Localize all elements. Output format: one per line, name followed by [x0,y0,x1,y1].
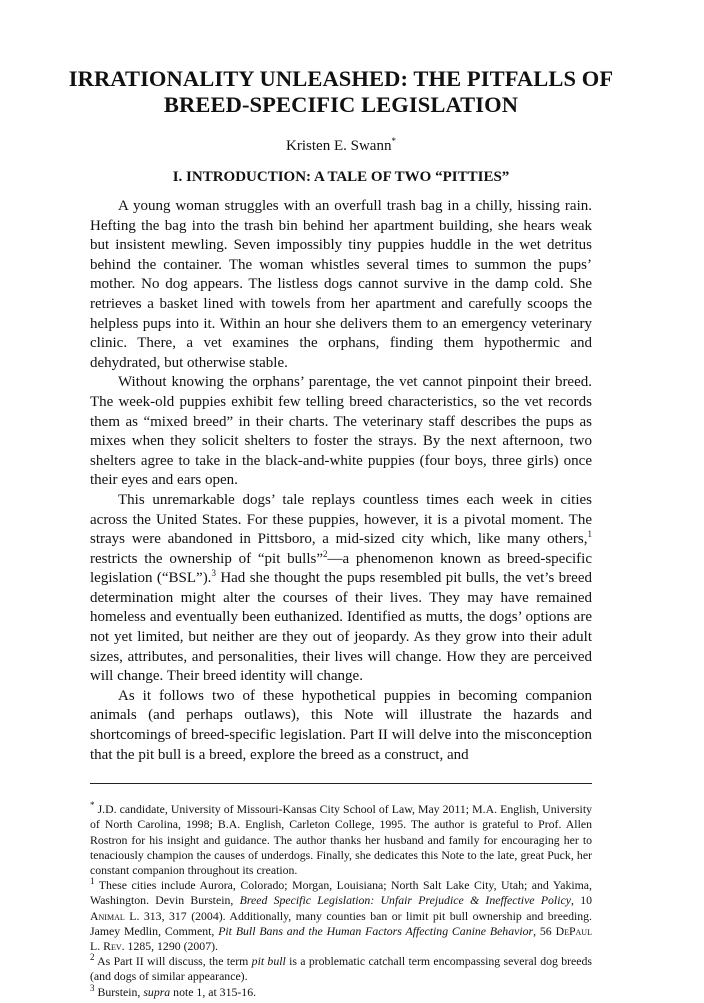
footnote-1: $^1$ These cities include Aurora, Colorado; Morgan, Louisiana; North Salt Lake City, Utah; and Yakima, Washington. Devin Burstein, Breed Specific Legislation: Unfair Prejudice & Ineffective Policy, 10 Animal L. 313, 317 (2004). Additionally, many counties ban or limit pit bull ownership and breeding. Jamey Medlin, Comment, Pit Bull Bans and the Human Factors Affecting Canine Behavior, 56 DePaul L. Rev. 1285, 1290 (2007). [90,876,592,954]
author-footnote-mark: * [391,136,396,146]
title-line-1: IRRATIONALITY UNLEASHED: THE PITFALLS OF [68,66,614,91]
article-title [50,66,632,118]
footnote-3: $^3$ Burstein, supra note 1, at 315-16. [90,982,257,999]
footnote-divider [90,783,592,784]
footnote-2: $^2$ As Part II will discuss, the term pit bull is a problematic catchall term encompassing several dog breeds (and dogs of similar appearance). [90,952,592,984]
document-page [68,66,614,1000]
title-line-2: BREED-SPECIFIC LEGISLATION [163,92,519,117]
footnote-ref-3: 3 [211,568,216,579]
footnote-ref-1: 1 [587,529,592,540]
footnotes [90,802,592,1000]
body-text [90,197,592,765]
author-line [90,138,592,155]
author-name: Kristen E. Swann [286,138,392,154]
footnote-author: * J.D. candidate, University of Missouri-Kansas City School of Law, May 2011; M.A. English, University of North Carolina, 1998; B.A. English, Carleton College, 1995. The author is grateful to Prof. Allen Rostron for his insight and guidance. The author thanks her husband and family for encouraging her to tenaciously champion the causes of underdogs. Finally, she dedicates this Note to the late, great Puck, her constant companion throughout its creation. [90,800,592,878]
paragraph-1: A young woman struggles with an overfull trash bag in a chilly, hissing rain. Hefting the bag into the trash bin behind her apartment building, she hears weak but insistent mewling. Seven impossibly tiny puppies huddle in the wet detritus behind the container. The woman whistles several times to summon the pups’ mother. No dog appears. The listless dogs cannot survive in the damp cold. She retrieves a basket lined with towels from her apartment and carefully scoops the helpless pups into it. Within an hour she delivers them to an emergency veterinary clinic. There, a vet examines the orphans, finding them hypothermic and dehydrated, but otherwise stable. [90,198,592,371]
paragraph-2: Without knowing the orphans’ parentage, the vet cannot pinpoint their breed. The week-old puppies exhibit few telling breed characteristics, so the vet records them as “mixed breed” in their charts. The veterinary staff describes the pups as mixes when they solicit shelters to foster the strays. By the next afternoon, two shelters agree to take in the black-and-white puppies (four boys, three girls) once their eyes and ears open. [90,374,592,489]
paragraph-4: As it follows two of these hypothetical puppies in becoming companion animals (and perhaps outlaws), this Note will illustrate the hazards and shortcomings of breed-specific legislation. Part II will delve into the misconception that the pit bull is a breed, explore the breed as a construct, and [90,687,592,763]
section-heading: I. INTRODUCTION: A TALE OF TWO “PITTIES” [172,169,510,185]
paragraph-3: This unremarkable dogs’ tale replays countless times each week in cities across the United States. For these puppies, however, it is a pivotal moment. The strays were abandoned in Pittsboro, a mid-sized city which, like many others,$^1$ restricts the ownership of “pit bulls”$^2$—a phenomenon known as breed-specific legislation (“BSL”).$^3$ Had she thought the pups resembled pit bulls, the vet’s breed determination might alter the courses of their lives. They may have remained homeless and eventually been euthanized. Identified as mutts, the dogs’ options are not yet limited, but neither are they out of jeopardy. As they grow into their adult sizes, attributes, and personalities, their lives will change. How they are perceived will change. Their breed identity will change. [90,491,592,685]
footnote-ref-2: 2 [322,548,328,559]
